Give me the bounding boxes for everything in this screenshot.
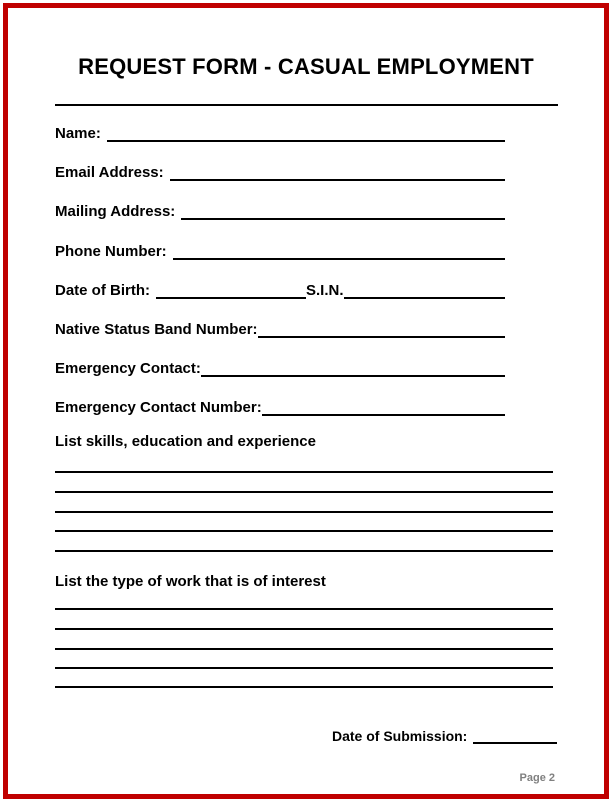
emergency-contact-row [55, 359, 505, 377]
name-field-line[interactable] [107, 124, 505, 142]
form-title: REQUEST FORM - CASUAL EMPLOYMENT [78, 54, 534, 79]
email-row [55, 163, 505, 181]
band-number-row [55, 320, 505, 338]
date-of-submission-row [332, 727, 557, 744]
emergency-contact-number-field-line[interactable] [262, 398, 505, 416]
date-of-submission-field-line[interactable] [473, 727, 557, 744]
page-number: Page 2 [519, 772, 555, 784]
work-write-line-3[interactable] [55, 648, 553, 650]
phone-label: Phone Number: [55, 243, 167, 260]
skills-write-line-2[interactable] [55, 491, 553, 493]
dob-field-line[interactable] [156, 281, 306, 299]
sin-field-line[interactable] [344, 281, 505, 299]
name-label: Name: [55, 125, 101, 142]
emergency-contact-number-row [55, 398, 505, 416]
phone-row [55, 242, 505, 260]
work-write-line-5[interactable] [55, 686, 553, 688]
band-number-field-line[interactable] [258, 320, 505, 338]
work-write-line-1[interactable] [55, 608, 553, 610]
date-of-submission-label: Date of Submission: [332, 728, 468, 744]
skills-write-line-5[interactable] [55, 550, 553, 552]
sin-label: S.I.N. [306, 282, 344, 299]
dob-label: Date of Birth: [55, 282, 150, 299]
skills-write-line-1[interactable] [55, 471, 553, 473]
emergency-contact-field-line[interactable] [201, 359, 505, 377]
mailing-address-row [55, 202, 505, 220]
band-number-label: Native Status Band Number: [55, 321, 258, 338]
email-label: Email Address: [55, 164, 164, 181]
work-write-line-2[interactable] [55, 628, 553, 630]
mailing-address-label: Mailing Address: [55, 203, 176, 220]
mailing-address-field-line[interactable] [181, 202, 505, 220]
emergency-contact-label: Emergency Contact: [55, 360, 201, 377]
skills-section-heading: List skills, education and experience [55, 433, 316, 450]
emergency-contact-number-label: Emergency Contact Number: [55, 399, 262, 416]
skills-write-line-4[interactable] [55, 530, 553, 532]
email-field-line[interactable] [170, 163, 505, 181]
name-row [55, 124, 505, 142]
work-write-line-4[interactable] [55, 667, 553, 669]
phone-field-line[interactable] [173, 242, 505, 260]
skills-write-line-3[interactable] [55, 511, 553, 513]
dob-sin-row [55, 281, 505, 299]
title-rule [55, 104, 558, 106]
work-section-heading: List the type of work that is of interest [55, 573, 326, 590]
